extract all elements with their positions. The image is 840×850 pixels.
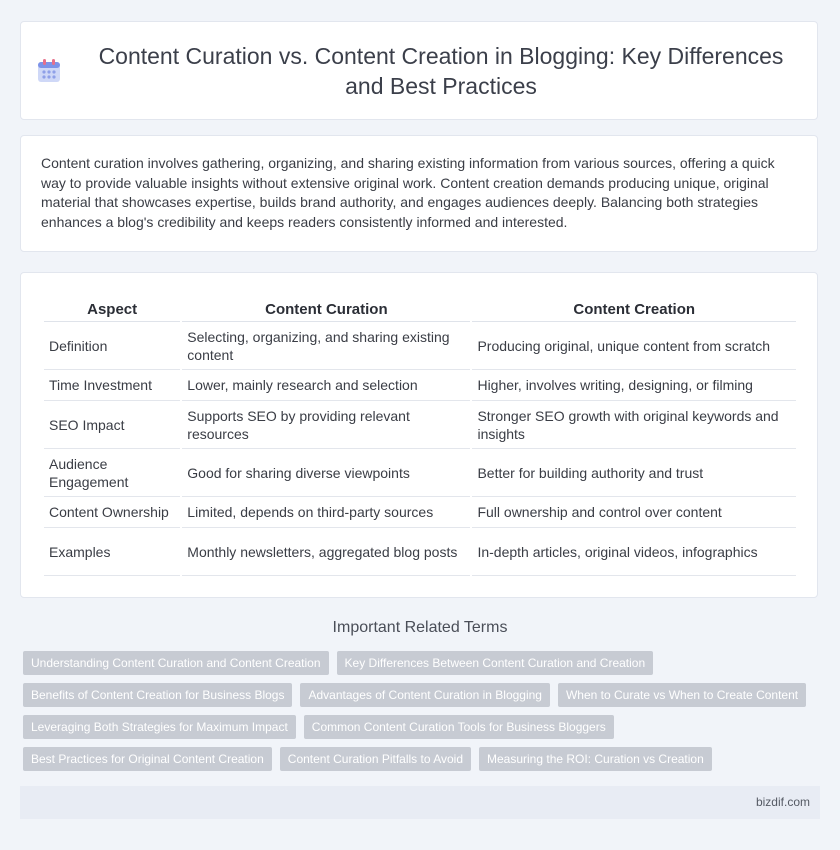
row-curation: Selecting, organizing, and sharing existing content [182, 322, 470, 370]
table-row [44, 449, 796, 497]
row-curation: Lower, mainly research and selection [182, 370, 470, 401]
header-aspect: Aspect [44, 297, 180, 322]
tag-row [23, 651, 823, 675]
row-aspect: Content Ownership [44, 497, 180, 528]
related-term-tag[interactable]: Key Differences Between Content Curation and Creation [337, 651, 654, 675]
row-creation: Producing original, unique content from scratch [472, 322, 796, 370]
related-terms-list [23, 651, 823, 779]
tag-row [23, 715, 823, 739]
table-header-row [44, 297, 796, 322]
table-row [44, 322, 796, 370]
row-creation: Full ownership and control over content [472, 497, 796, 528]
related-term-tag[interactable]: Best Practices for Original Content Creation [23, 747, 272, 771]
row-creation: Better for building authority and trust [472, 449, 796, 497]
row-aspect: Time Investment [44, 370, 180, 401]
page-title: Content Curation vs. Content Creation in Blogging: Key Differences and Best Practices [98, 42, 784, 99]
comparison-table [42, 297, 798, 576]
related-term-tag[interactable]: Understanding Content Curation and Content Creation [23, 651, 329, 675]
related-term-tag[interactable]: Measuring the ROI: Curation vs Creation [479, 747, 712, 771]
related-term-tag[interactable]: Content Curation Pitfalls to Avoid [280, 747, 471, 771]
row-aspect: Definition [44, 322, 180, 370]
intro-card [20, 135, 818, 252]
related-term-tag[interactable]: Common Content Curation Tools for Business Bloggers [304, 715, 614, 739]
tag-row [23, 683, 823, 707]
row-curation: Limited, depends on third-party sources [182, 497, 470, 528]
related-terms-title: Important Related Terms [332, 619, 508, 636]
related-term-tag[interactable]: When to Curate vs When to Create Content [558, 683, 806, 707]
header-content-curation: Content Curation [182, 297, 470, 322]
related-term-tag[interactable]: Leveraging Both Strategies for Maximum Impact [23, 715, 296, 739]
row-curation: Monthly newsletters, aggregated blog posts [182, 528, 470, 576]
tag-row [23, 747, 823, 771]
related-term-tag[interactable]: Advantages of Content Curation in Blogging [300, 683, 550, 707]
footer-bar [20, 786, 820, 819]
row-aspect: SEO Impact [44, 401, 180, 449]
header-content-creation: Content Creation [472, 297, 796, 322]
table-row [44, 497, 796, 528]
table-row [44, 528, 796, 576]
intro-text: Content curation involves gathering, organizing, and sharing existing information from various sources, offering a quick way to provide valuable insights without extensive original work. Content creation demands producing unique, original material that showcases expertise, builds brand authority, and engages audiences deeply. Balancing both strategies enhances a blog's credibility and keeps readers consistently informed and interested. [41, 155, 775, 230]
row-creation: In-depth articles, original videos, infographics [472, 528, 796, 576]
row-creation: Higher, involves writing, designing, or filming [472, 370, 796, 401]
row-curation: Good for sharing diverse viewpoints [182, 449, 470, 497]
row-creation: Stronger SEO growth with original keywords and insights [472, 401, 796, 449]
row-curation: Supports SEO by providing relevant resources [182, 401, 470, 449]
document-icon [35, 57, 63, 85]
header-card [20, 21, 818, 120]
table-row [44, 401, 796, 449]
footer-site-link[interactable]: bizdif.com [755, 795, 810, 809]
table-row [44, 370, 796, 401]
comparison-card [20, 272, 818, 598]
row-aspect: Examples [44, 528, 180, 576]
related-term-tag[interactable]: Benefits of Content Creation for Business Blogs [23, 683, 292, 707]
row-aspect: Audience Engagement [44, 449, 180, 497]
